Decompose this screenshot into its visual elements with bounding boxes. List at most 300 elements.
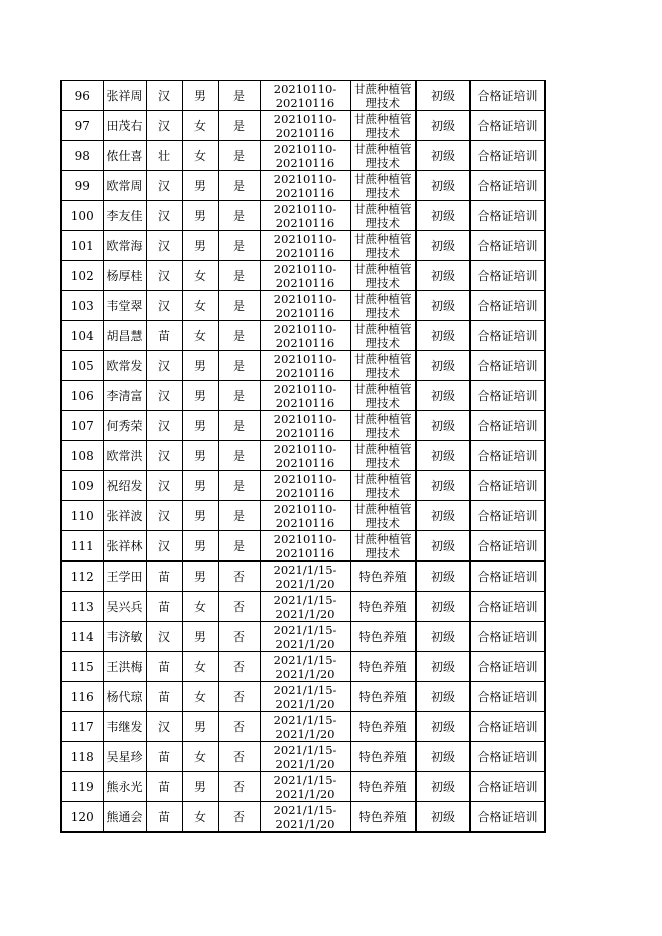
ethnicity-cell: 苗 (146, 592, 182, 622)
name-cell: 欧常海 (103, 231, 146, 261)
training-type-cell: 合格证培训 (470, 441, 545, 471)
course-cell-line-2: 理技术 (365, 455, 400, 470)
course-cell (350, 742, 416, 772)
training-date-cell (260, 411, 350, 441)
training-type-cell: 合格证培训 (470, 231, 545, 261)
training-date-cell-line-1: 20210110- (273, 111, 337, 126)
gender-cell: 女 (182, 802, 218, 833)
training-date-cell-line-1: 20210110- (273, 471, 337, 486)
course-cell-line-1: 特色养殖 (358, 569, 407, 584)
gender-cell: 男 (182, 712, 218, 742)
course-cell (350, 201, 416, 231)
row-number-cell: 118 (61, 742, 103, 772)
table-row (61, 561, 545, 592)
training-date-cell-line-2: 20210116 (275, 95, 335, 110)
training-date-cell-line-1: 20210110- (273, 501, 337, 516)
course-cell (350, 411, 416, 441)
poverty-status-cell: 是 (218, 291, 260, 321)
row-number-cell: 106 (61, 381, 103, 411)
course-cell-line-2: 理技术 (365, 185, 400, 200)
training-date-cell-line-2: 20210116 (275, 455, 335, 470)
name-cell: 何秀荣 (103, 411, 146, 441)
course-cell-line-1: 特色养殖 (358, 719, 407, 734)
level-cell: 初级 (416, 561, 470, 592)
ethnicity-cell: 汉 (146, 111, 182, 141)
gender-cell: 女 (182, 321, 218, 351)
row-number-cell: 120 (61, 802, 103, 833)
training-type-cell: 合格证培训 (470, 381, 545, 411)
table-row (61, 742, 545, 772)
level-cell: 初级 (416, 231, 470, 261)
training-date-cell-line-1: 20210110- (273, 81, 337, 96)
name-cell: 熊永光 (103, 772, 146, 802)
training-date-cell-line-2: 20210116 (275, 515, 335, 530)
course-cell (350, 592, 416, 622)
training-date-cell (260, 712, 350, 742)
poverty-status-cell: 是 (218, 501, 260, 531)
ethnicity-cell: 汉 (146, 201, 182, 231)
ethnicity-cell: 汉 (146, 471, 182, 501)
training-date-cell (260, 501, 350, 531)
name-cell: 王洪梅 (103, 652, 146, 682)
training-date-cell-line-2: 20210116 (275, 305, 335, 320)
row-number-cell: 110 (61, 501, 103, 531)
course-cell-line-1: 特色养殖 (358, 779, 407, 794)
level-cell: 初级 (416, 381, 470, 411)
training-date-cell-line-1: 2021/1/15- (273, 742, 337, 757)
course-cell-line-1: 甘蔗种植管 (354, 261, 412, 276)
level-cell: 初级 (416, 81, 470, 111)
ethnicity-cell: 壮 (146, 141, 182, 171)
training-type-cell: 合格证培训 (470, 321, 545, 351)
name-cell: 张祥周 (103, 81, 146, 111)
course-cell (350, 471, 416, 501)
level-cell: 初级 (416, 712, 470, 742)
gender-cell: 女 (182, 652, 218, 682)
row-number-cell: 103 (61, 291, 103, 321)
name-cell: 王学田 (103, 561, 146, 592)
poverty-status-cell: 是 (218, 531, 260, 562)
gender-cell: 男 (182, 411, 218, 441)
training-type-cell: 合格证培训 (470, 81, 545, 111)
table-row (61, 592, 545, 622)
row-number-cell: 99 (61, 171, 103, 201)
training-type-cell: 合格证培训 (470, 501, 545, 531)
row-number-cell: 114 (61, 622, 103, 652)
training-date-cell (260, 81, 350, 111)
gender-cell: 男 (182, 561, 218, 592)
gender-cell: 男 (182, 441, 218, 471)
row-number-cell: 112 (61, 561, 103, 592)
training-date-cell (260, 441, 350, 471)
training-date-cell-line-2: 20210116 (275, 425, 335, 440)
gender-cell: 男 (182, 81, 218, 111)
course-cell (350, 111, 416, 141)
table-row (61, 682, 545, 712)
ethnicity-cell: 苗 (146, 802, 182, 833)
table-row (61, 141, 545, 171)
course-cell-line-2: 理技术 (365, 395, 400, 410)
course-cell (350, 802, 416, 833)
course-cell-line-1: 甘蔗种植管 (354, 531, 412, 546)
course-cell-line-1: 甘蔗种植管 (354, 351, 412, 366)
training-date-cell-line-2: 20210116 (275, 365, 335, 380)
course-cell (350, 171, 416, 201)
row-number-cell: 102 (61, 261, 103, 291)
poverty-status-cell: 是 (218, 171, 260, 201)
level-cell: 初级 (416, 261, 470, 291)
poverty-status-cell: 否 (218, 592, 260, 622)
course-cell-line-2: 理技术 (365, 215, 400, 230)
training-date-cell (260, 742, 350, 772)
ethnicity-cell: 苗 (146, 321, 182, 351)
level-cell: 初级 (416, 742, 470, 772)
table-row (61, 381, 545, 411)
ethnicity-cell: 苗 (146, 652, 182, 682)
course-cell (350, 231, 416, 261)
table-row (61, 712, 545, 742)
gender-cell: 男 (182, 171, 218, 201)
course-cell-line-2: 理技术 (365, 365, 400, 380)
poverty-status-cell: 是 (218, 261, 260, 291)
ethnicity-cell: 汉 (146, 531, 182, 562)
course-cell (350, 712, 416, 742)
training-date-cell-line-2: 2021/1/20 (275, 666, 335, 681)
poverty-status-cell: 是 (218, 81, 260, 111)
course-cell-line-1: 甘蔗种植管 (354, 321, 412, 336)
level-cell: 初级 (416, 652, 470, 682)
table-row (61, 81, 545, 111)
gender-cell: 女 (182, 141, 218, 171)
training-date-cell-line-2: 20210116 (275, 335, 335, 350)
training-date-cell-line-2: 20210116 (275, 125, 335, 140)
course-cell-line-1: 特色养殖 (358, 659, 407, 674)
course-cell-line-1: 甘蔗种植管 (354, 111, 412, 126)
training-date-cell (260, 682, 350, 712)
level-cell: 初级 (416, 441, 470, 471)
training-date-cell-line-2: 20210116 (275, 275, 335, 290)
table-row (61, 261, 545, 291)
ethnicity-cell: 汉 (146, 622, 182, 652)
row-number-cell: 117 (61, 712, 103, 742)
training-date-cell (260, 561, 350, 592)
poverty-status-cell: 是 (218, 381, 260, 411)
training-date-cell-line-2: 20210116 (275, 155, 335, 170)
gender-cell: 男 (182, 351, 218, 381)
name-cell: 祝绍发 (103, 471, 146, 501)
table-row (61, 471, 545, 501)
row-number-cell: 101 (61, 231, 103, 261)
course-cell-line-1: 甘蔗种植管 (354, 81, 412, 96)
course-cell (350, 381, 416, 411)
row-number-cell: 119 (61, 772, 103, 802)
training-date-cell (260, 381, 350, 411)
level-cell: 初级 (416, 291, 470, 321)
training-date-cell-line-1: 2021/1/15- (273, 772, 337, 787)
training-date-cell-line-2: 2021/1/20 (275, 606, 335, 621)
training-type-cell: 合格证培训 (470, 291, 545, 321)
name-cell: 张祥林 (103, 531, 146, 562)
course-cell-line-1: 甘蔗种植管 (354, 201, 412, 216)
course-cell-line-2: 理技术 (365, 335, 400, 350)
training-date-cell-line-1: 2021/1/15- (273, 592, 337, 607)
training-type-cell: 合格证培训 (470, 561, 545, 592)
name-cell: 张祥波 (103, 501, 146, 531)
ethnicity-cell: 苗 (146, 772, 182, 802)
course-cell-line-2: 理技术 (365, 485, 400, 500)
course-cell-line-1: 甘蔗种植管 (354, 291, 412, 306)
poverty-status-cell: 否 (218, 682, 260, 712)
level-cell: 初级 (416, 111, 470, 141)
training-date-cell-line-2: 2021/1/20 (275, 696, 335, 711)
poverty-status-cell: 否 (218, 652, 260, 682)
training-date-cell-line-1: 20210110- (273, 231, 337, 246)
training-date-cell (260, 291, 350, 321)
training-date-cell (260, 231, 350, 261)
ethnicity-cell: 汉 (146, 171, 182, 201)
poverty-status-cell: 是 (218, 411, 260, 441)
course-cell-line-2: 理技术 (365, 245, 400, 260)
gender-cell: 男 (182, 622, 218, 652)
training-date-cell-line-2: 2021/1/20 (275, 816, 335, 831)
poverty-status-cell: 是 (218, 441, 260, 471)
level-cell: 初级 (416, 411, 470, 441)
row-number-cell: 105 (61, 351, 103, 381)
training-date-cell-line-1: 20210110- (273, 171, 337, 186)
gender-cell: 男 (182, 201, 218, 231)
course-cell-line-2: 理技术 (365, 425, 400, 440)
poverty-status-cell: 否 (218, 802, 260, 833)
training-date-cell (260, 171, 350, 201)
course-cell (350, 501, 416, 531)
training-date-cell (260, 321, 350, 351)
course-cell-line-1: 特色养殖 (358, 599, 407, 614)
training-type-cell: 合格证培训 (470, 652, 545, 682)
training-date-cell-line-1: 20210110- (273, 261, 337, 276)
table-row (61, 531, 545, 562)
training-type-cell: 合格证培训 (470, 772, 545, 802)
poverty-status-cell: 是 (218, 351, 260, 381)
training-date-cell-line-2: 20210116 (275, 485, 335, 500)
training-date-cell-line-1: 2021/1/15- (273, 682, 337, 697)
row-number-cell: 115 (61, 652, 103, 682)
name-cell: 熊通会 (103, 802, 146, 833)
level-cell: 初级 (416, 141, 470, 171)
training-type-cell: 合格证培训 (470, 622, 545, 652)
course-cell-line-2: 理技术 (365, 545, 400, 560)
training-type-cell: 合格证培训 (470, 531, 545, 562)
training-date-cell (260, 261, 350, 291)
training-date-cell (260, 652, 350, 682)
table-row (61, 321, 545, 351)
training-type-cell: 合格证培训 (470, 471, 545, 501)
gender-cell: 女 (182, 682, 218, 712)
course-cell (350, 772, 416, 802)
name-cell: 田茂右 (103, 111, 146, 141)
training-date-cell-line-1: 20210110- (273, 351, 337, 366)
training-date-cell-line-2: 20210116 (275, 245, 335, 260)
course-cell (350, 81, 416, 111)
ethnicity-cell: 汉 (146, 501, 182, 531)
ethnicity-cell: 汉 (146, 441, 182, 471)
ethnicity-cell: 汉 (146, 712, 182, 742)
row-number-cell: 108 (61, 441, 103, 471)
trainee-table (60, 80, 546, 833)
poverty-status-cell: 是 (218, 111, 260, 141)
level-cell: 初级 (416, 802, 470, 833)
name-cell: 侬仕喜 (103, 141, 146, 171)
name-cell: 胡昌慧 (103, 321, 146, 351)
name-cell: 李清富 (103, 381, 146, 411)
training-type-cell: 合格证培训 (470, 351, 545, 381)
row-number-cell: 107 (61, 411, 103, 441)
name-cell: 吴兴兵 (103, 592, 146, 622)
training-date-cell (260, 772, 350, 802)
training-type-cell: 合格证培训 (470, 802, 545, 833)
gender-cell: 男 (182, 231, 218, 261)
row-number-cell: 111 (61, 531, 103, 562)
course-cell-line-1: 甘蔗种植管 (354, 381, 412, 396)
row-number-cell: 96 (61, 81, 103, 111)
course-cell-line-1: 甘蔗种植管 (354, 471, 412, 486)
poverty-status-cell: 是 (218, 321, 260, 351)
course-cell (350, 622, 416, 652)
course-cell (350, 321, 416, 351)
table-row (61, 201, 545, 231)
ethnicity-cell: 苗 (146, 561, 182, 592)
table-row (61, 351, 545, 381)
course-cell (350, 291, 416, 321)
table-row (61, 622, 545, 652)
name-cell: 韦济敏 (103, 622, 146, 652)
training-date-cell (260, 351, 350, 381)
course-cell (350, 141, 416, 171)
name-cell: 欧常发 (103, 351, 146, 381)
ethnicity-cell: 汉 (146, 351, 182, 381)
training-date-cell (260, 592, 350, 622)
ethnicity-cell: 苗 (146, 682, 182, 712)
name-cell: 吴星珍 (103, 742, 146, 772)
training-type-cell: 合格证培训 (470, 592, 545, 622)
level-cell: 初级 (416, 201, 470, 231)
table-row (61, 291, 545, 321)
course-cell-line-2: 理技术 (365, 95, 400, 110)
level-cell: 初级 (416, 501, 470, 531)
ethnicity-cell: 汉 (146, 411, 182, 441)
training-date-cell-line-1: 2021/1/15- (273, 652, 337, 667)
training-date-cell-line-2: 2021/1/20 (275, 756, 335, 771)
row-number-cell: 98 (61, 141, 103, 171)
level-cell: 初级 (416, 622, 470, 652)
training-type-cell: 合格证培训 (470, 201, 545, 231)
course-cell-line-1: 甘蔗种植管 (354, 141, 412, 156)
training-date-cell (260, 141, 350, 171)
gender-cell: 女 (182, 291, 218, 321)
course-cell-line-1: 甘蔗种植管 (354, 441, 412, 456)
training-type-cell: 合格证培训 (470, 682, 545, 712)
level-cell: 初级 (416, 682, 470, 712)
name-cell: 韦堂翠 (103, 291, 146, 321)
training-date-cell-line-1: 20210110- (273, 411, 337, 426)
row-number-cell: 109 (61, 471, 103, 501)
row-number-cell: 100 (61, 201, 103, 231)
table-row (61, 111, 545, 141)
course-cell (350, 682, 416, 712)
course-cell-line-1: 甘蔗种植管 (354, 171, 412, 186)
poverty-status-cell: 是 (218, 141, 260, 171)
name-cell: 李友佳 (103, 201, 146, 231)
table-row (61, 802, 545, 833)
table-row (61, 231, 545, 261)
training-date-cell (260, 111, 350, 141)
training-date-cell-line-1: 2021/1/15- (273, 622, 337, 637)
training-type-cell: 合格证培训 (470, 111, 545, 141)
training-type-cell: 合格证培训 (470, 411, 545, 441)
poverty-status-cell: 是 (218, 231, 260, 261)
course-cell-line-2: 理技术 (365, 515, 400, 530)
course-cell (350, 261, 416, 291)
training-date-cell-line-2: 2021/1/20 (275, 636, 335, 651)
row-number-cell: 104 (61, 321, 103, 351)
course-cell-line-1: 特色养殖 (358, 629, 407, 644)
course-cell-line-1: 甘蔗种植管 (354, 411, 412, 426)
training-date-cell-line-2: 2021/1/20 (275, 786, 335, 801)
course-cell-line-1: 特色养殖 (358, 749, 407, 764)
poverty-status-cell: 否 (218, 622, 260, 652)
name-cell: 杨厚桂 (103, 261, 146, 291)
name-cell: 杨代琼 (103, 682, 146, 712)
training-date-cell-line-1: 20210110- (273, 321, 337, 336)
training-date-cell-line-2: 2021/1/20 (275, 576, 335, 591)
gender-cell: 女 (182, 111, 218, 141)
table-row (61, 772, 545, 802)
ethnicity-cell: 汉 (146, 291, 182, 321)
level-cell: 初级 (416, 772, 470, 802)
poverty-status-cell: 否 (218, 561, 260, 592)
gender-cell: 男 (182, 531, 218, 562)
course-cell (350, 652, 416, 682)
table-row (61, 652, 545, 682)
table-row (61, 171, 545, 201)
training-date-cell-line-1: 20210110- (273, 531, 337, 546)
course-cell (350, 531, 416, 562)
course-cell-line-1: 甘蔗种植管 (354, 231, 412, 246)
poverty-status-cell: 否 (218, 742, 260, 772)
course-cell (350, 441, 416, 471)
level-cell: 初级 (416, 531, 470, 562)
level-cell: 初级 (416, 171, 470, 201)
course-cell-line-1: 特色养殖 (358, 809, 407, 824)
training-date-cell-line-1: 2021/1/15- (273, 802, 337, 817)
course-cell-line-2: 理技术 (365, 305, 400, 320)
ethnicity-cell: 汉 (146, 381, 182, 411)
table-row (61, 441, 545, 471)
training-type-cell: 合格证培训 (470, 261, 545, 291)
training-date-cell-line-1: 20210110- (273, 441, 337, 456)
gender-cell: 男 (182, 381, 218, 411)
course-cell-line-2: 理技术 (365, 125, 400, 140)
course-cell (350, 351, 416, 381)
training-date-cell-line-2: 20210116 (275, 545, 335, 560)
course-cell-line-1: 特色养殖 (358, 689, 407, 704)
poverty-status-cell: 是 (218, 471, 260, 501)
row-number-cell: 113 (61, 592, 103, 622)
gender-cell: 男 (182, 471, 218, 501)
table-row (61, 501, 545, 531)
course-cell (350, 561, 416, 592)
ethnicity-cell: 苗 (146, 742, 182, 772)
training-date-cell (260, 622, 350, 652)
